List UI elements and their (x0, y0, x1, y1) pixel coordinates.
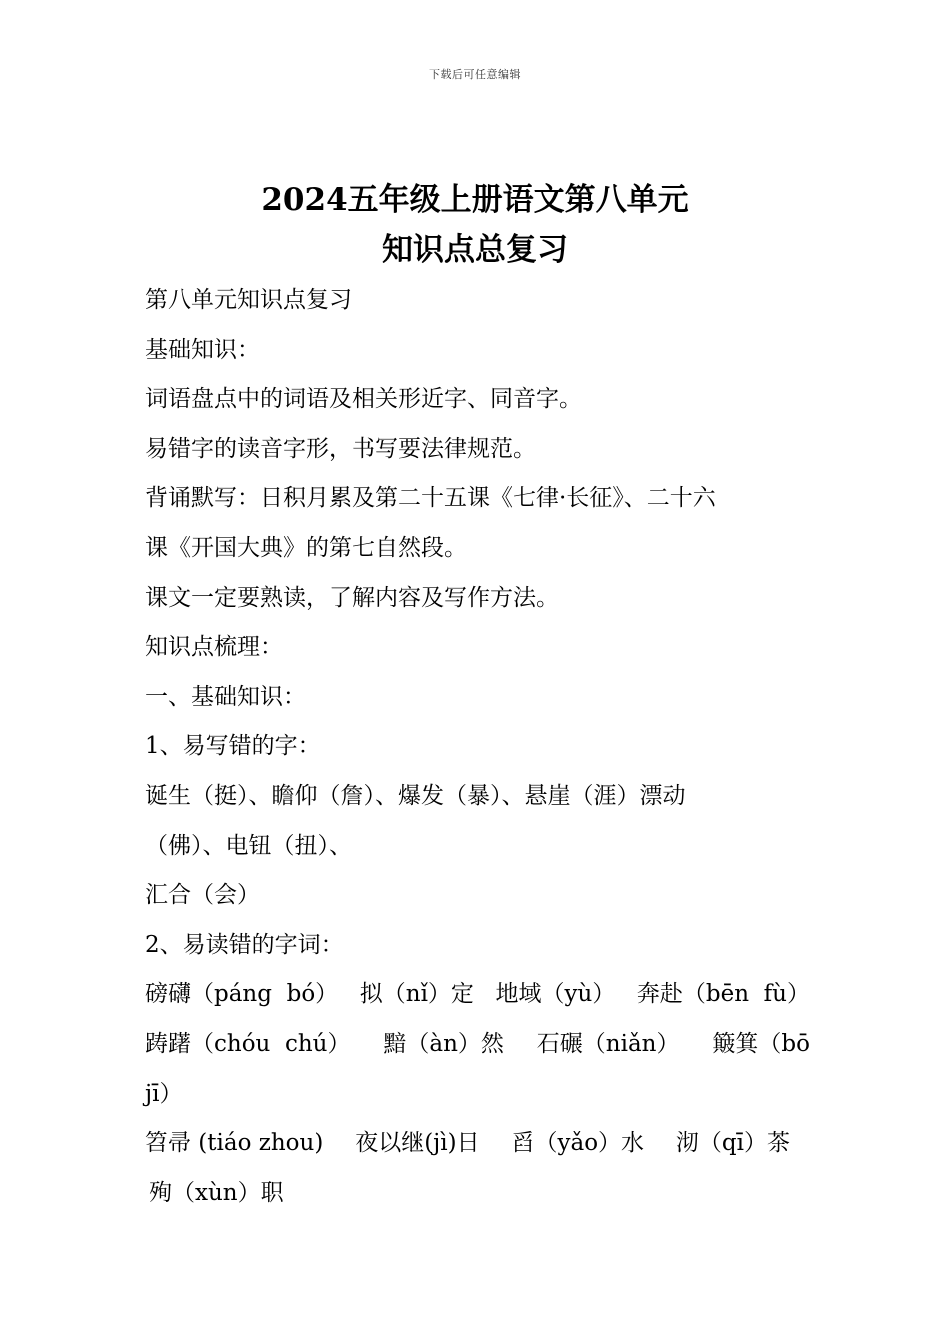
pinyin-row-continuation: jī） (145, 1080, 183, 1107)
pinyin-row (145, 970, 810, 1020)
subsection-heading: 2、易读错的字词： (145, 931, 344, 958)
pinyin-row (145, 1119, 810, 1169)
text-line: 词语盘点中的词语及相关形近字、同音字。 (145, 386, 582, 413)
pinyin-item: 地域（yù） (495, 981, 616, 1008)
pinyin-item: 笤帚 (tiáo zhou) (145, 1130, 324, 1157)
pinyin-item: 黯（àn）然 (383, 1030, 504, 1057)
pinyin-item: 夜以继(jì)日 (355, 1130, 480, 1157)
section-heading: 一、基础知识： (145, 683, 306, 710)
pinyin-row (145, 1020, 810, 1070)
pinyin-item: 簸箕（bō (712, 1030, 810, 1057)
pinyin-item: 石碾（niǎn） (536, 1030, 680, 1057)
text-line: 易错字的读音字形，书写要法律规范。 (145, 435, 536, 462)
text-line: 汇合（会） (145, 882, 260, 909)
pinyin-item: 踌躇（chóu chú） (145, 1030, 351, 1057)
text-line: 课《开国大典》的第七自然段。 (145, 534, 467, 561)
header-note: 下载后可任意编辑 (429, 68, 521, 81)
text-line: 第八单元知识点复习 (145, 287, 352, 313)
text-line: 课文一定要熟读，了解内容及写作方法。 (145, 584, 559, 611)
pinyin-item: 舀（yǎo）水 (511, 1130, 645, 1157)
pinyin-item: 拟（nǐ）定 (359, 981, 474, 1008)
text-line: 背诵默写：日积月累及第二十五课《七律·长征》、二十六 (145, 485, 716, 512)
page-title-line-2: 知识点总复习 (382, 232, 568, 268)
text-line: 知识点梳理： (145, 634, 283, 661)
subsection-heading: 1、易写错的字： (145, 733, 321, 760)
pinyin-item: 沏（qī）茶 (675, 1130, 790, 1157)
text-line: 基础知识： (145, 336, 260, 363)
pinyin-row-continuation: 殉（xùn）职 (149, 1179, 284, 1206)
text-line: 诞生（挺）、瞻仰（詹）、爆发（暴）、悬崖（涯）漂动 (145, 782, 686, 809)
pinyin-item: 磅礴（páng bó） (145, 981, 339, 1008)
pinyin-item: 奔赴（bēn fù） (636, 981, 810, 1008)
document-body (145, 276, 810, 1218)
text-line: （佛）、电钮（扭）、 (145, 832, 352, 859)
page-title-line-1: 2024五年级上册语文第八单元 (261, 182, 689, 218)
